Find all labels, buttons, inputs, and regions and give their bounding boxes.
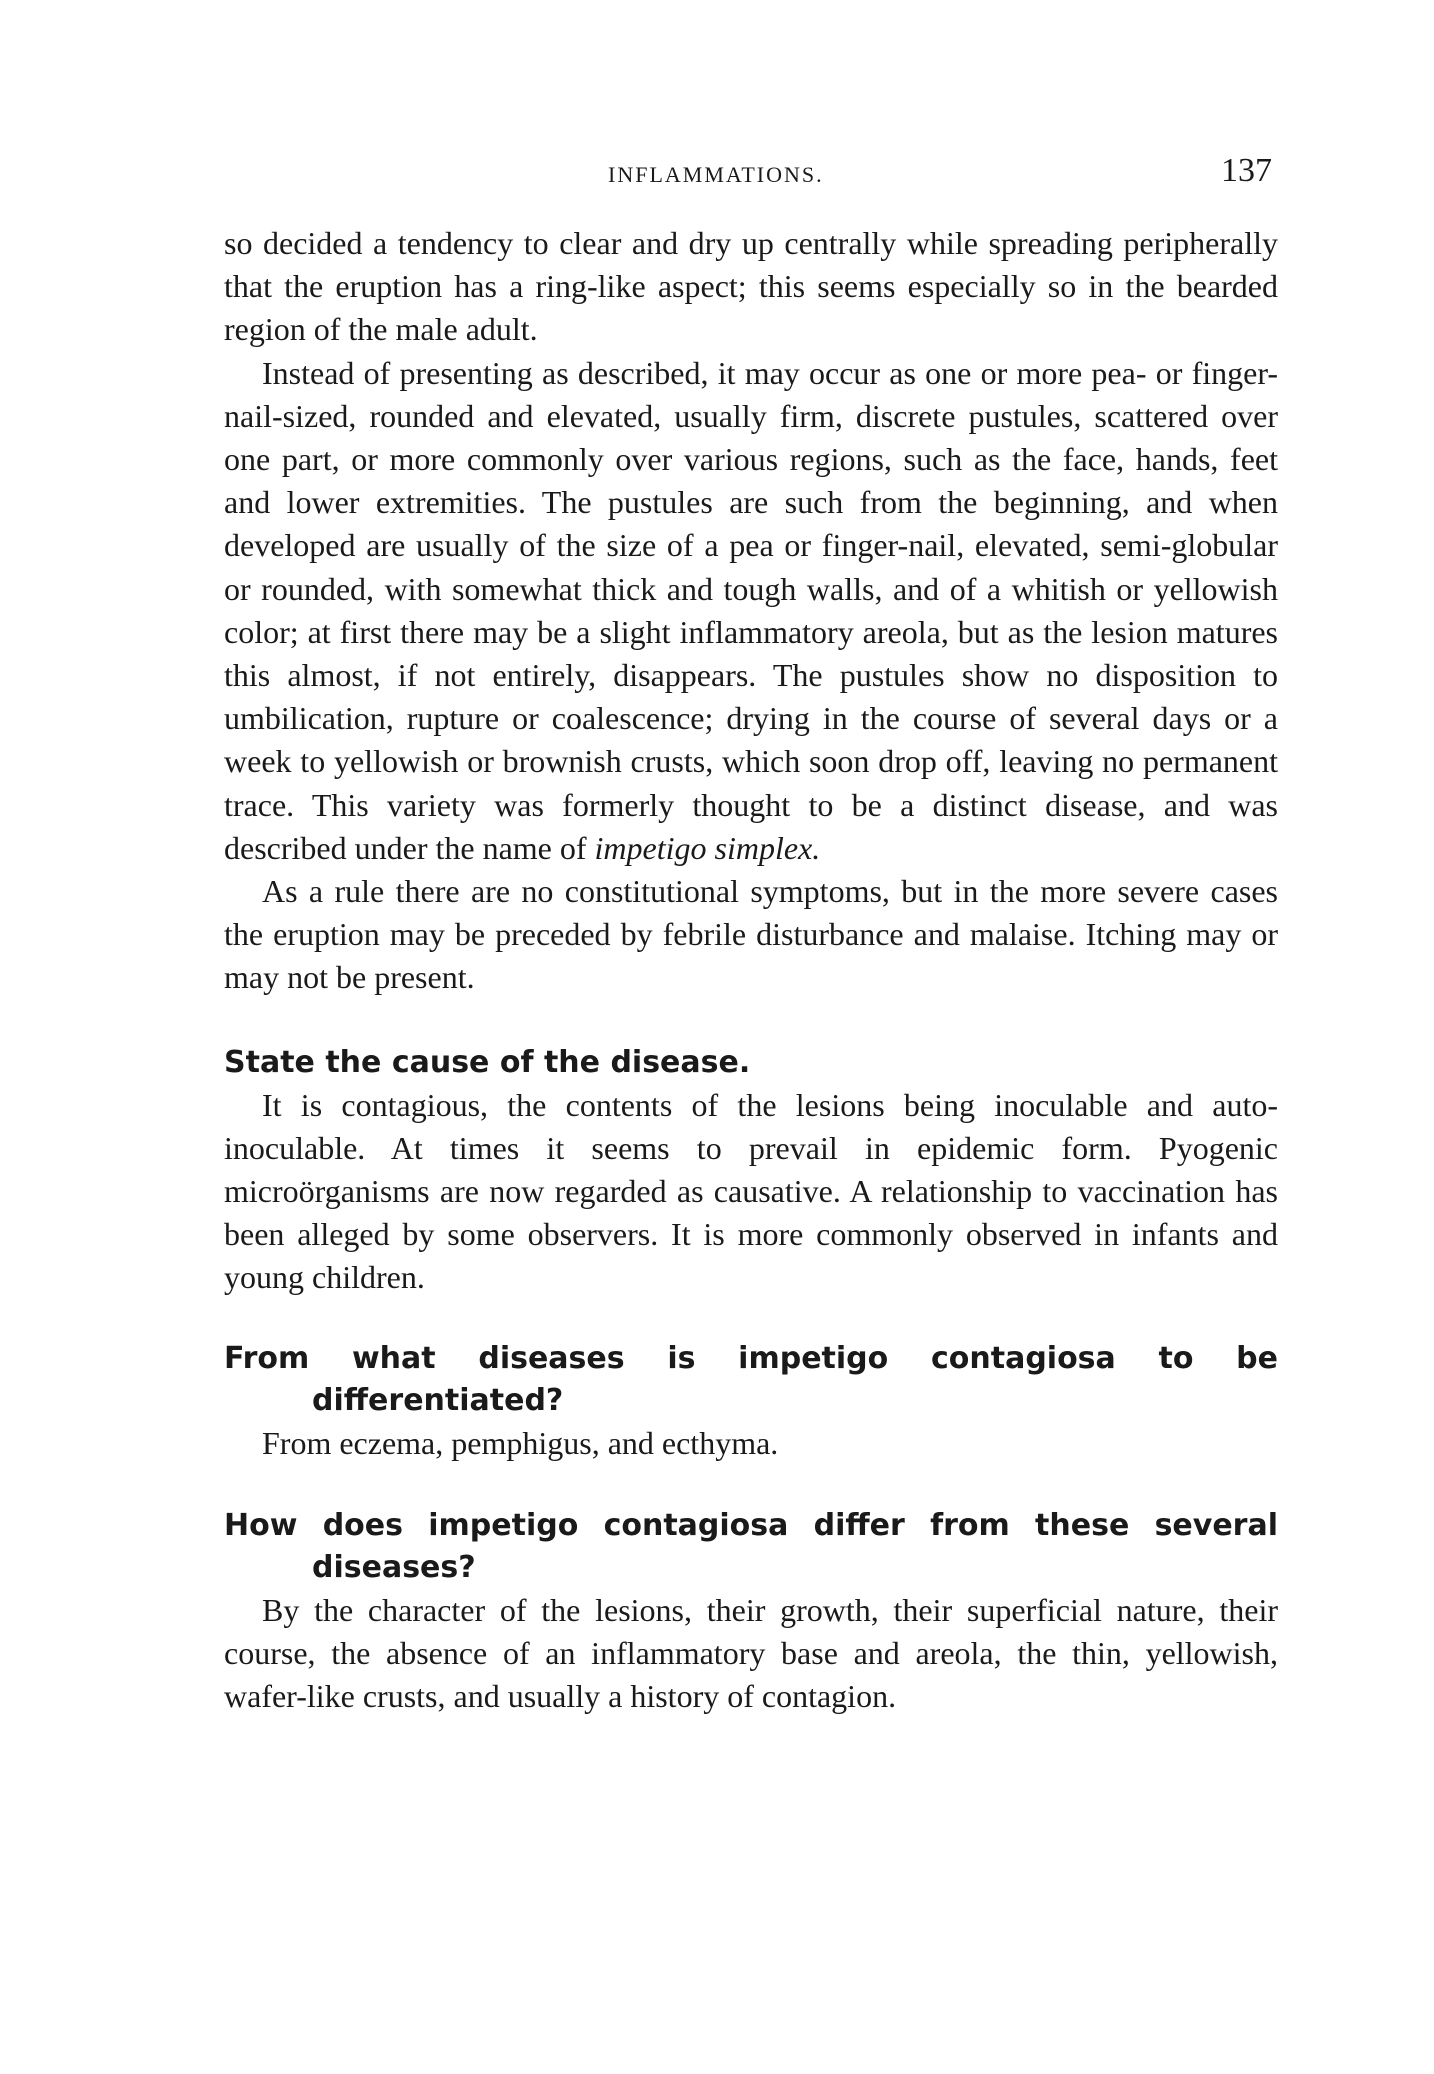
- answer-differentiation: From eczema, pemphigus, and ecthyma.: [262, 1424, 779, 1461]
- italic-term: impetigo simplex.: [594, 829, 821, 866]
- running-head: INFLAMMATIONS.: [608, 162, 824, 187]
- page-body: [224, 222, 1278, 1718]
- answer-cause: It is contagious, the contents of the lesions being inoculable and auto-inoculable. At times it seems to prevail in epidemic form. Pyogenic microörganisms are now regarded as causative. A relationship to vaccination has been alleged by some observers. It is more commonly observed in infants and young children.: [224, 1086, 1278, 1296]
- paragraph-continuation: so decided a tendency to clear and dry up centrally while spreading peripherally that the eruption has a ring-like aspect; this seems especially so in the bearded region of the male adult.: [224, 225, 1278, 348]
- question-heading-differentiation: From what diseases is impetigo contagiosa to be differentiated?: [224, 1340, 1278, 1418]
- question-heading-difference: How does impetigo contagiosa differ from these several diseases?: [224, 1507, 1278, 1585]
- answer-difference: By the character of the lesions, their growth, their superficial nature, their course, the absence of an inflammatory base and areola, the thin, yellowish, wafer-like crusts, and usually a history of contagion.: [224, 1591, 1278, 1715]
- section-gap: [224, 1300, 1278, 1338]
- section-gap: [224, 1465, 1278, 1505]
- question-heading-cause: State the cause of the disease.: [224, 1044, 751, 1080]
- section-gap: [224, 1000, 1278, 1042]
- paragraph-symptoms: As a rule there are no constitutional symptoms, but in the more severe cases the eruption may be preceded by febrile disturbance and malaise. Itching may or may not be present.: [224, 873, 1278, 996]
- paragraph-description: [224, 352, 1278, 870]
- page-number: 137: [1221, 152, 1272, 189]
- paragraph-description-text: Instead of presenting as described, it may occur as one or more pea- or finger-nail-sized, rounded and elevated, usually firm, discrete pustules, scattered over one part, or more commonly over various regions, such as the face, hands, feet and lower extremities. The pustules are such from the beginning, and when developed are usually of the size of a pea or finger-nail, elevated, semi-globular or rounded, with somewhat thick and tough walls, and of a whitish or yellowish color; at first there may be a slight inflammatory areola, but as the lesion matures this almost, if not entirely, disappears. The pustules show no disposition to umbilication, rupture or coalescence; drying in the course of several days or a week to yellowish or brownish crusts, which soon drop off, leaving no permanent trace. This variety was formerly thought to be a distinct disease, and was described under the name of: [224, 354, 1278, 866]
